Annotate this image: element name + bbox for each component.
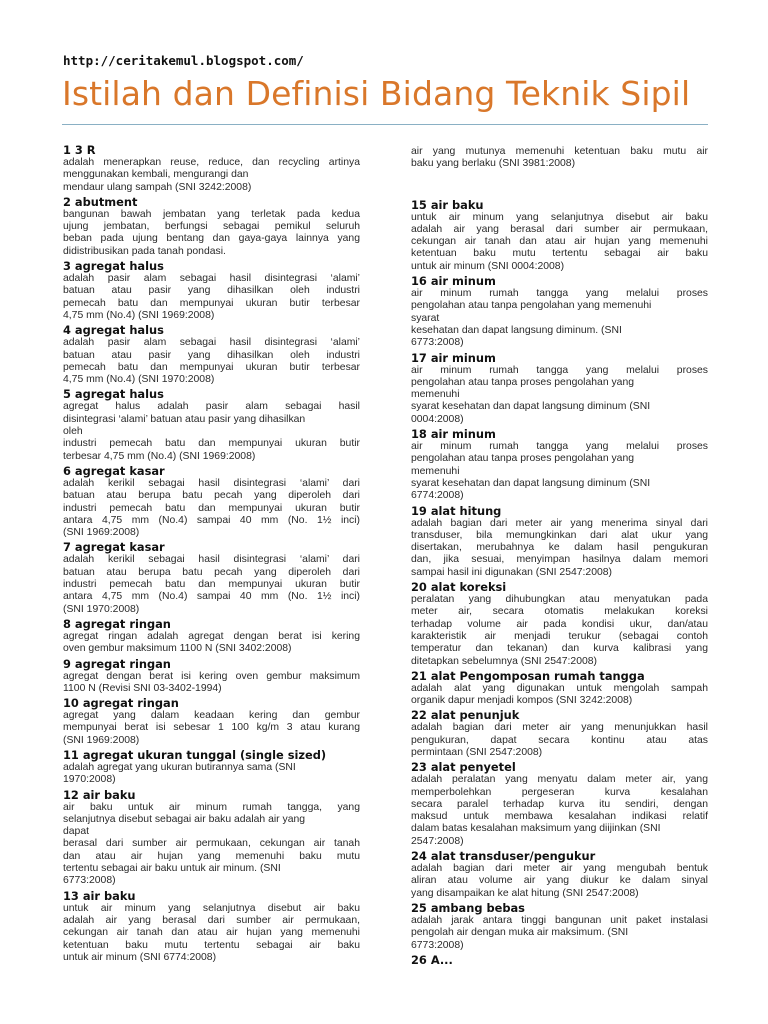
definition-line: adalah air yang berasal dari sumber air permukaan,	[411, 223, 708, 235]
definition-line: dan atau air hujan yang memenuhi baku mutu	[63, 850, 360, 862]
glossary-entry	[411, 901, 708, 952]
entry-term: 8 agregat ringan	[63, 616, 171, 631]
entry-term: 12 air baku	[63, 787, 136, 802]
glossary-entry	[411, 708, 708, 759]
definition-line: adalah agregat yang ukuran butirannya sama (SNI	[63, 761, 296, 773]
entry-term: 4 agregat halus	[63, 323, 164, 338]
definition-line: dapat	[63, 826, 90, 838]
blog-url[interactable]: http://ceritakemul.blogspot.com/	[63, 53, 304, 68]
definition-line: air minum rumah tangga yang melalui proses	[411, 364, 708, 376]
definition-line: air baku untuk air minum rumah tangga, yang	[63, 801, 360, 813]
definition-line: adalah air yang berasal dari sumber air permukaan,	[63, 914, 360, 926]
definition-line: ujung jembatan, berfungsi sebagai pemikul seluruh	[63, 221, 360, 233]
entry-term: 3 agregat halus	[63, 259, 164, 274]
definition-line: memenuhi	[411, 389, 460, 401]
definition-line: secara paralel terhadap kurva itu sendiri, dengan	[411, 798, 708, 810]
definition-line: agregat dengan berat isi kering oven gembur maksimum	[63, 670, 360, 682]
definition-line: yang disampaikan ke alat hitung (SNI 2547:2008)	[411, 887, 639, 899]
definition-line: pengukuran, dapat secara kontinu atau atas	[411, 734, 708, 746]
entry-term: 24 alat transduser/pengukur	[411, 849, 596, 864]
definition-line: (SNI 1970:2008)	[63, 603, 140, 615]
glossary-entry	[63, 464, 360, 539]
definition-line: pemecah batu dan mempunyai ukuran butir terbesar	[63, 297, 360, 309]
definition-line: menggunakan kembali, mengurangi dan	[63, 169, 249, 181]
glossary-entry	[411, 669, 708, 708]
glossary-entry	[411, 274, 708, 349]
definition-line: mempunyai berat isi sebesar 1 100 kg/m 3 atau kurang	[63, 722, 360, 734]
glossary-entry	[63, 387, 360, 462]
definition-line: adalah peralatan yang menyatu dalam meter air, yang	[411, 774, 708, 786]
definition-line: air minum rumah tangga yang melalui proses	[411, 288, 708, 300]
page-title: Istilah dan Definisi Bidang Teknik Sipil	[62, 74, 691, 113]
glossary-entry	[63, 788, 360, 888]
definition-line: adalah kerikil sebagai hasil disintegrasi ‘alami’ dari	[63, 477, 360, 489]
definition-line: terhadap volume air pada kondisi ukur, dan/atau	[411, 618, 708, 630]
definition-line: pemecah batu dan mempunyai ukuran butir terbesar	[63, 361, 360, 373]
definition-line: peralatan yang dihubungkan atau menyatukan pada	[411, 594, 708, 606]
glossary-entry	[63, 657, 360, 696]
definition-line: syarat kesehatan dan dapat langsung diminum (SNI	[411, 477, 651, 489]
definition-line: (SNI 1969:2008)	[63, 527, 140, 539]
entry-term: 9 agregat ringan	[63, 656, 171, 671]
entry-term: 15 air baku	[411, 197, 484, 212]
definition-line: 6773:2008)	[411, 939, 464, 951]
definition-line: baku yang berlaku (SNI 3981:2008)	[411, 158, 576, 170]
definition-line: tertentu sebagai air baku untuk air minum. (SNI	[63, 863, 281, 875]
definition-line: agregat halus adalah pasir alam sebagai hasil	[63, 401, 360, 413]
definition-line: untuk air minum (SNI 0004:2008)	[411, 260, 565, 272]
glossary-entry	[63, 259, 360, 322]
definition-line: sampai hasil ini digunakan (SNI 2547:2008)	[411, 566, 613, 578]
definition-line: 0004:2008)	[411, 413, 464, 425]
glossary-entry	[63, 323, 360, 386]
definition-line: didistribusikan pada tanah pondasi.	[63, 245, 226, 257]
definition-line: terbesar 4,75 mm (No.4) (SNI 1969:2008)	[63, 450, 256, 462]
definition-line: adalah alat yang digunakan untuk mengolah sampah	[411, 682, 708, 694]
definition-line: adalah menerapkan reuse, reduce, dan recycling artinya	[63, 157, 360, 168]
glossary-entry	[411, 351, 708, 426]
continued-definition	[411, 146, 708, 171]
definition-line: untuk air minum yang selanjutnya disebut air baku	[411, 211, 708, 223]
definition-line: untuk air minum yang selanjutnya disebut air baku	[63, 902, 360, 914]
definition-line: dalam batas kesalahan maksimum yang diijinkan (SNI	[411, 823, 661, 835]
entry-term: 18 air minum	[411, 427, 496, 442]
glossary-entry	[63, 696, 360, 747]
definition-line: ditetapkan sebelumnya (SNI 2547:2008)	[411, 655, 597, 667]
definition-line: kesehatan dan dapat langsung diminum. (SNI	[411, 324, 622, 336]
definition-line: pengolahan atau tanpa proses pengolahan yang	[411, 453, 635, 465]
definition-line: (SNI 1969:2008)	[63, 734, 140, 746]
glossary-entry	[63, 143, 360, 194]
definition-line: 1100 N (Revisi SNI 03-3402-1994)	[63, 682, 222, 694]
entry-term: 2 abutment	[63, 194, 138, 209]
entry-term: 16 air minum	[411, 274, 496, 289]
definition-line: disintegrasi ‘alami’ batuan atau pasir yang dihasilkan	[63, 413, 306, 425]
definition-line: transduser, bila memungkinkan dari alat ukur yang	[411, 529, 708, 541]
definition-line: memenuhi	[411, 465, 460, 477]
definition-line: beban pada ujung bentang dan gaya-gaya lainnya yang	[63, 233, 360, 245]
definition-line: 2547:2008)	[411, 835, 464, 847]
definition-line: disertakan, merubahnya ke dalam hasil pengukuran	[411, 542, 708, 554]
entry-term: 17 air minum	[411, 350, 496, 365]
definition-line: mendaur ulang sampah (SNI 3242:2008)	[63, 181, 252, 193]
definition-line: 6774:2008)	[411, 490, 464, 502]
definition-line: cekungan air tanah dan atau air hujan yang memenuhi	[63, 927, 360, 939]
definition-line: ketentuan baku mutu tertentu sebagai air baku	[63, 939, 360, 951]
definition-line: antara 4,75 mm (No.4) sampai 40 mm (No. 1½ inci)	[63, 591, 360, 603]
definition-line: adalah bagian dari meter air yang menunjukkan hasil	[411, 722, 708, 734]
definition-line: organik dapur menjadi kompos (SNI 3242:2008)	[411, 695, 633, 707]
definition-line: pengolahan atau tanpa proses pengolahan yang	[411, 376, 635, 388]
definition-line: pengolah air dengan muka air maksimum. (SNI	[411, 927, 629, 939]
entry-term: 19 alat hitung	[411, 503, 502, 518]
definition-line: meter air, secara otomatis melakukan koreksi	[411, 606, 708, 618]
definition-line: industri pemecah batu dan mempunyai ukuran butir	[63, 579, 360, 591]
entry-term: 21 alat Pengomposan rumah tangga	[411, 668, 645, 683]
glossary-entry	[63, 617, 360, 656]
definition-line: 6773:2008)	[411, 337, 464, 349]
definition-line: maksud untuk membawa kesalahan indikasi relatif	[411, 811, 708, 823]
glossary-entry	[411, 953, 708, 967]
entry-term: 5 agregat halus	[63, 387, 164, 402]
entry-term: 7 agregat kasar	[63, 540, 165, 555]
glossary-entry	[411, 580, 708, 668]
definition-line: karakteristik air menjadi terukur (sebagai contoh	[411, 630, 708, 642]
definition-line: air minum rumah tangga yang melalui proses	[411, 441, 708, 453]
definition-line: aliran atau volume air yang diukur ke dalam sinyal	[411, 875, 708, 887]
definition-line: agregat ringan adalah agregat dengan berat isi kering	[63, 630, 360, 642]
definition-line: oleh	[63, 426, 83, 438]
title-divider	[62, 124, 708, 125]
glossary-entry	[411, 198, 708, 273]
definition-line: oven gembur maksimum 1100 N (SNI 3402:2008)	[63, 643, 292, 655]
entry-term: 11 agregat ukuran tunggal (single sized)	[63, 747, 327, 762]
entry-term: 22 alat penunjuk	[411, 708, 520, 723]
definition-line: batuan atau berupa batu pecah yang diperoleh dari	[63, 566, 360, 578]
entry-term: 20 alat koreksi	[411, 580, 507, 595]
definition-line: adalah bagian dari meter air yang mengubah bentuk	[411, 863, 708, 875]
definition-line: selanjutnya disebut sebagai air baku adalah air yang	[63, 813, 306, 825]
glossary-entry	[63, 195, 360, 258]
definition-line: batuan atau berupa batu pecah yang diperoleh dari	[63, 490, 360, 502]
definition-line: cekungan air tanah dan atau air hujan yang memenuhi	[411, 236, 708, 248]
definition-line: industri pemecah batu dan mempunyai ukuran butir	[63, 502, 360, 514]
definition-line: antara 4,75 mm (No.4) sampai 40 mm (No. 1½ inci)	[63, 514, 360, 526]
definition-line: 1970:2008)	[63, 774, 116, 786]
definition-line: memperbolehkan pergeseran kurva kesalahan	[411, 786, 708, 798]
entry-term: 6 agregat kasar	[63, 463, 165, 478]
entry-term: 26 A...	[411, 952, 453, 967]
definition-line: industri pemecah batu dan mempunyai ukuran butir	[63, 438, 360, 450]
definition-line: batuan atau pasir yang dihasilkan oleh industri	[63, 285, 360, 297]
definition-line: batuan atau pasir yang dihasilkan oleh industri	[63, 349, 360, 361]
definition-line: temperatur dan tekanan) dan kurva kalibrasi yang	[411, 643, 708, 655]
glossary-entry	[411, 760, 708, 848]
left-column	[63, 142, 360, 964]
entry-term: 10 agregat ringan	[63, 696, 179, 711]
definition-line: syarat	[411, 312, 440, 324]
entry-term: 1 3 R	[63, 143, 96, 157]
definition-line: adalah bagian dari meter air yang menerima sinyal dari	[411, 517, 708, 529]
entry-term: 23 alat penyetel	[411, 760, 516, 775]
entry-term: 13 air baku	[63, 888, 136, 903]
definition-line: syarat kesehatan dan dapat langsung diminum (SNI	[411, 401, 651, 413]
definition-line: 4,75 mm (No.4) (SNI 1969:2008)	[63, 309, 215, 321]
glossary-entry	[63, 540, 360, 615]
glossary-entry	[411, 427, 708, 502]
glossary-entry	[63, 889, 360, 964]
definition-line: adalah pasir alam sebagai hasil disintegrasi ‘alami’	[63, 337, 360, 349]
definition-line: untuk air minum (SNI 6774:2008)	[63, 951, 217, 963]
definition-line: agregat yang dalam keadaan kering dan gembur	[63, 710, 360, 722]
glossary-entry	[411, 849, 708, 900]
definition-line: 4,75 mm (No.4) (SNI 1970:2008)	[63, 374, 215, 386]
definition-line: berasal dari sumber air permukaan, cekungan air tanah	[63, 838, 360, 850]
glossary-entry	[63, 748, 360, 787]
definition-line: dan, jika sesuai, menyimpan hasilnya dalam memori	[411, 554, 708, 566]
definition-line: bangunan bawah jembatan yang terletak pada kedua	[63, 208, 360, 220]
definition-line: pengolahan atau tanpa pengolahan yang memenuhi	[411, 300, 652, 312]
definition-line: 6773:2008)	[63, 875, 116, 887]
definition-line: ketentuan baku mutu tertentu sebagai air baku	[411, 248, 708, 260]
definition-line: adalah kerikil sebagai hasil disintegrasi ‘alami’ dari	[63, 554, 360, 566]
spacer	[411, 171, 708, 197]
right-column	[411, 146, 708, 967]
definition-line: air yang mutunya memenuhi ketentuan baku mutu air	[411, 146, 708, 157]
entry-term: 25 ambang bebas	[411, 900, 525, 915]
definition-line: adalah jarak antara tinggi bangunan unit paket instalasi	[411, 914, 708, 926]
glossary-entry	[411, 504, 708, 579]
definition-line: permintaan (SNI 2547:2008)	[411, 746, 543, 758]
definition-line: adalah pasir alam sebagai hasil disintegrasi ‘alami’	[63, 273, 360, 285]
